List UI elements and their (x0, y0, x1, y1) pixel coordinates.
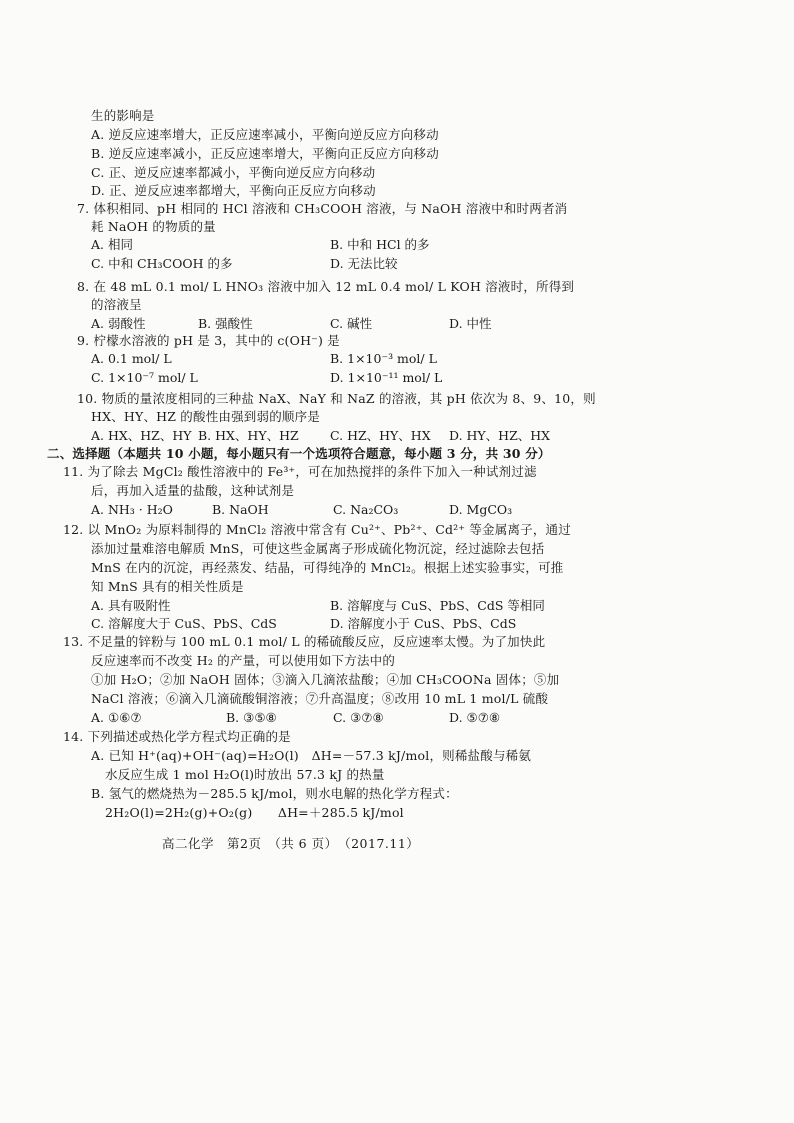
q13-option-a: A. ①⑥⑦ (91, 710, 142, 725)
q12-stem-line3: MnS 在内的沉淀，再经蒸发、结晶，可得纯净的 MnCl₂。根据上述实验事实，可推 (91, 560, 564, 575)
q12-stem-line4: 知 MnS 具有的相关性质是 (91, 579, 244, 594)
q11-option-d: D. MgCO₃ (449, 502, 513, 517)
q12-stem-line2: 添加过量难溶电解质 MnS，可使这些金属离子形成硫化物沉淀，经过滤除去包括 (91, 541, 545, 556)
q8-option-a: A. 弱酸性 (91, 316, 146, 331)
q10-option-c: C. HZ、HY、HX (330, 428, 431, 443)
q14-stem: 14. 下列描述或热化学方程式均正确的是 (63, 729, 291, 744)
q11-option-a: A. NH₃ · H₂O (91, 502, 173, 517)
q6-option-c: C. 正、逆反应速率都减小，平衡向逆反应方向移动 (91, 165, 376, 180)
q12-option-a: A. 具有吸附性 (91, 598, 171, 613)
section2-heading: 二、选择题（本题共 10 小题，每小题只有一个选项符合题意，每小题 3 分，共 30 分） (47, 446, 551, 461)
q10-option-b: B. HX、HY、HZ (198, 428, 299, 443)
q12-option-c: C. 溶解度大于 CuS、PbS、CdS (91, 616, 277, 631)
q10-option-a: A. HX、HZ、HY (91, 428, 192, 443)
q13-stem-line2: 反应速率而不改变 H₂ 的产量，可以使用如下方法中的 (91, 653, 396, 668)
q10-stem-line2: HX、HY、HZ 的酸性由强到弱的顺序是 (91, 409, 321, 424)
q12-option-b: B. 溶解度与 CuS、PbS、CdS 等相同 (330, 598, 545, 613)
q11-option-c: C. Na₂CO₃ (333, 502, 399, 517)
q6-option-a: A. 逆反应速率增大，正反应速率减小，平衡向逆反应方向移动 (91, 127, 439, 142)
q8-stem-line1: 8. 在 48 mL 0.1 mol/ L HNO₃ 溶液中加入 12 mL 0.4 mol/ L KOH 溶液时，所得到 (77, 279, 575, 294)
q13-option-b: B. ③⑤⑧ (226, 710, 277, 725)
q14-option-b-line1: B. 氢气的燃烧热为－285.5 kJ/mol，则水电解的热化学方程式： (91, 786, 458, 801)
q7-stem-line2: 耗 NaOH 的物质的量 (91, 219, 216, 234)
q7-option-d: D. 无法比较 (330, 256, 398, 271)
q13-stem-line4: NaCl 溶液；⑥滴入几滴硫酸铜溶液；⑦升高温度；⑧改用 10 mL 1 mol/L 硫酸 (91, 691, 549, 706)
q7-option-a: A. 相同 (91, 237, 133, 252)
q9-option-a: A. 0.1 mol/ L (91, 351, 172, 366)
q6-option-b: B. 逆反应速率减小，正反应速率增大，平衡向正反应方向移动 (91, 146, 439, 161)
q8-option-c: C. 碱性 (330, 316, 373, 331)
q9-option-b: B. 1×10⁻³ mol/ L (330, 351, 437, 366)
q12-option-d: D. 溶解度小于 CuS、PbS、CdS (330, 616, 517, 631)
q8-option-d: D. 中性 (449, 316, 492, 331)
q7-option-b: B. 中和 HCl 的多 (330, 237, 430, 252)
q12-stem-line1: 12. 以 MnO₂ 为原料制得的 MnCl₂ 溶液中常含有 Cu²⁺、Pb²⁺、Cd²⁺ 等金属离子，通过 (63, 522, 571, 537)
q10-option-d: D. HY、HZ、HX (449, 428, 551, 443)
q10-stem-line1: 10. 物质的量浓度相同的三种盐 NaX、NaY 和 NaZ 的溶液，其 pH 依次为 8、9、10，则 (77, 391, 596, 406)
q14-option-a-line1: A. 已知 H⁺(aq)+OH⁻(aq)=H₂O(l) ΔH=－57.3 kJ/mol，则稀盐酸与稀氨 (91, 748, 532, 763)
q8-option-b: B. 强酸性 (198, 316, 253, 331)
q11-stem-line1: 11. 为了除去 MgCl₂ 酸性溶液中的 Fe³⁺，可在加热搅拌的条件下加入一种试剂过滤 (63, 464, 537, 479)
q9-option-c: C. 1×10⁻⁷ mol/ L (91, 370, 198, 385)
q6-option-d: D. 正、逆反应速率都增大，平衡向正反应方向移动 (91, 183, 376, 198)
q13-stem-line1: 13. 不足量的锌粉与 100 mL 0.1 mol/ L 的稀硫酸反应，反应速率太慢。为了加快此 (63, 634, 546, 649)
page-footer: 高二化学 第2页 （共 6 页） （2017.11） (162, 836, 420, 851)
q14-option-b-line2: 2H₂O(l)=2H₂(g)+O₂(g) ΔH=＋285.5 kJ/mol (105, 805, 404, 820)
q13-stem-line3: ①加 H₂O；②加 NaOH 固体；③滴入几滴浓盐酸；④加 CH₃COONa 固体；⑤加 (91, 672, 560, 687)
q14-option-a-line2: 水反应生成 1 mol H₂O(l)时放出 57.3 kJ 的热量 (105, 767, 385, 782)
q7-option-c: C. 中和 CH₃COOH 的多 (91, 256, 233, 271)
q11-stem-line2: 后，再加入适量的盐酸，这种试剂是 (91, 483, 295, 498)
q8-stem-line2: 的溶液呈 (91, 297, 142, 312)
q6-stem: 生的影响是 (91, 108, 155, 123)
q11-option-b: B. NaOH (212, 502, 269, 517)
q9-option-d: D. 1×10⁻¹¹ mol/ L (330, 370, 443, 385)
q13-option-c: C. ③⑦⑧ (333, 710, 384, 725)
q9-stem: 9. 柠檬水溶液的 pH 是 3，其中的 c(OH⁻) 是 (77, 333, 340, 348)
q7-stem-line1: 7. 体积相同、pH 相同的 HCl 溶液和 CH₃COOH 溶液，与 NaOH 溶液中和时两者消 (77, 201, 568, 216)
q13-option-d: D. ⑤⑦⑧ (449, 710, 501, 725)
